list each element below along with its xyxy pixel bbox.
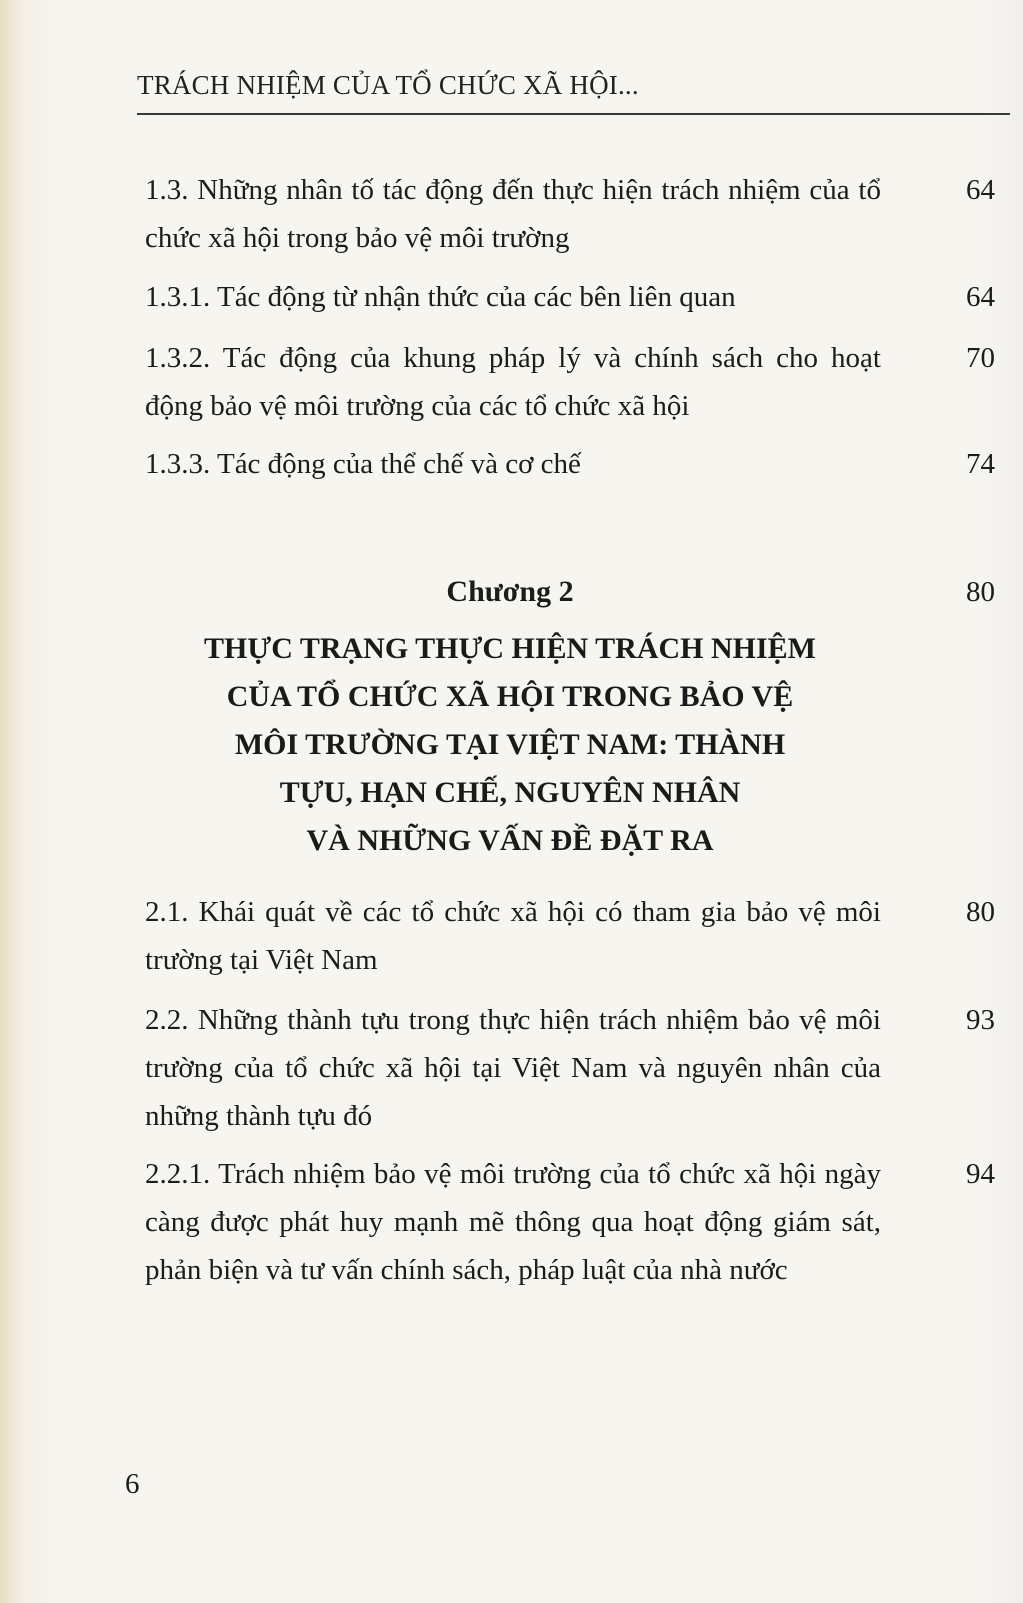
toc-entry-1-3-1: 1.3.1. Tác động từ nhận thức của các bên liên quan [145, 281, 736, 313]
chapter-title-line: THỰC TRẠNG THỰC HIỆN TRÁCH NHIỆM [203, 632, 816, 665]
toc-page-1-3-3: 74 [966, 448, 995, 480]
chapter-title-line: TỰU, HẠN CHẾ, NGUYÊN NHÂN [279, 776, 741, 809]
toc-page-2-2: 93 [966, 1004, 995, 1036]
chapter-title-line: VÀ NHỮNG VẤN ĐỀ ĐẶT RA [306, 824, 714, 857]
toc-entry-1-3-2: 1.3.2. Tác động của khung pháp lý và chính sách cho hoạt động bảo vệ môi trường của các tổ chức xã hội [145, 342, 881, 422]
page-number: 6 [125, 1468, 140, 1500]
chapter-title-line: CỦA TỔ CHỨC XÃ HỘI TRONG BẢO VỆ [226, 680, 794, 713]
toc-entry-2-2: 2.2. Những thành tựu trong thực hiện trách nhiệm bảo vệ môi trường của tổ chức xã hội tại Việt Nam và nguyên nhân của những thành tựu đó [145, 1004, 881, 1132]
toc-entry-2-1: 2.1. Khái quát về các tổ chức xã hội có tham gia bảo vệ môi trường tại Việt Nam [145, 896, 881, 976]
toc-page-1-3-1: 64 [966, 281, 995, 313]
header-rule [137, 113, 1010, 115]
toc-page-2-1: 80 [966, 896, 995, 928]
chapter-label: Chương 2 [446, 575, 574, 608]
toc-entry-1-3-3: 1.3.3. Tác động của thể chế và cơ chế [145, 448, 581, 480]
toc-page-1-3-2: 70 [966, 342, 995, 374]
running-head: TRÁCH NHIỆM CỦA TỔ CHỨC XÃ HỘI... [137, 70, 639, 100]
toc-entry-2-2-1: 2.2.1. Trách nhiệm bảo vệ môi trường của tổ chức xã hội ngày càng được phát huy mạnh mẽ thông qua hoạt động giám sát, phản biện và tư vấn chính sách, pháp luật của nhà nước [145, 1158, 881, 1286]
chapter-page: 80 [966, 576, 995, 608]
toc-entry-1-3: 1.3. Những nhân tố tác động đến thực hiện trách nhiệm của tổ chức xã hội trong bảo vệ môi trường [145, 174, 881, 254]
chapter-title [145, 625, 875, 865]
toc-page-2-2-1: 94 [966, 1158, 995, 1190]
chapter-title-line: MÔI TRƯỜNG TẠI VIỆT NAM: THÀNH [234, 728, 786, 761]
toc-page-1-3: 64 [966, 174, 995, 206]
